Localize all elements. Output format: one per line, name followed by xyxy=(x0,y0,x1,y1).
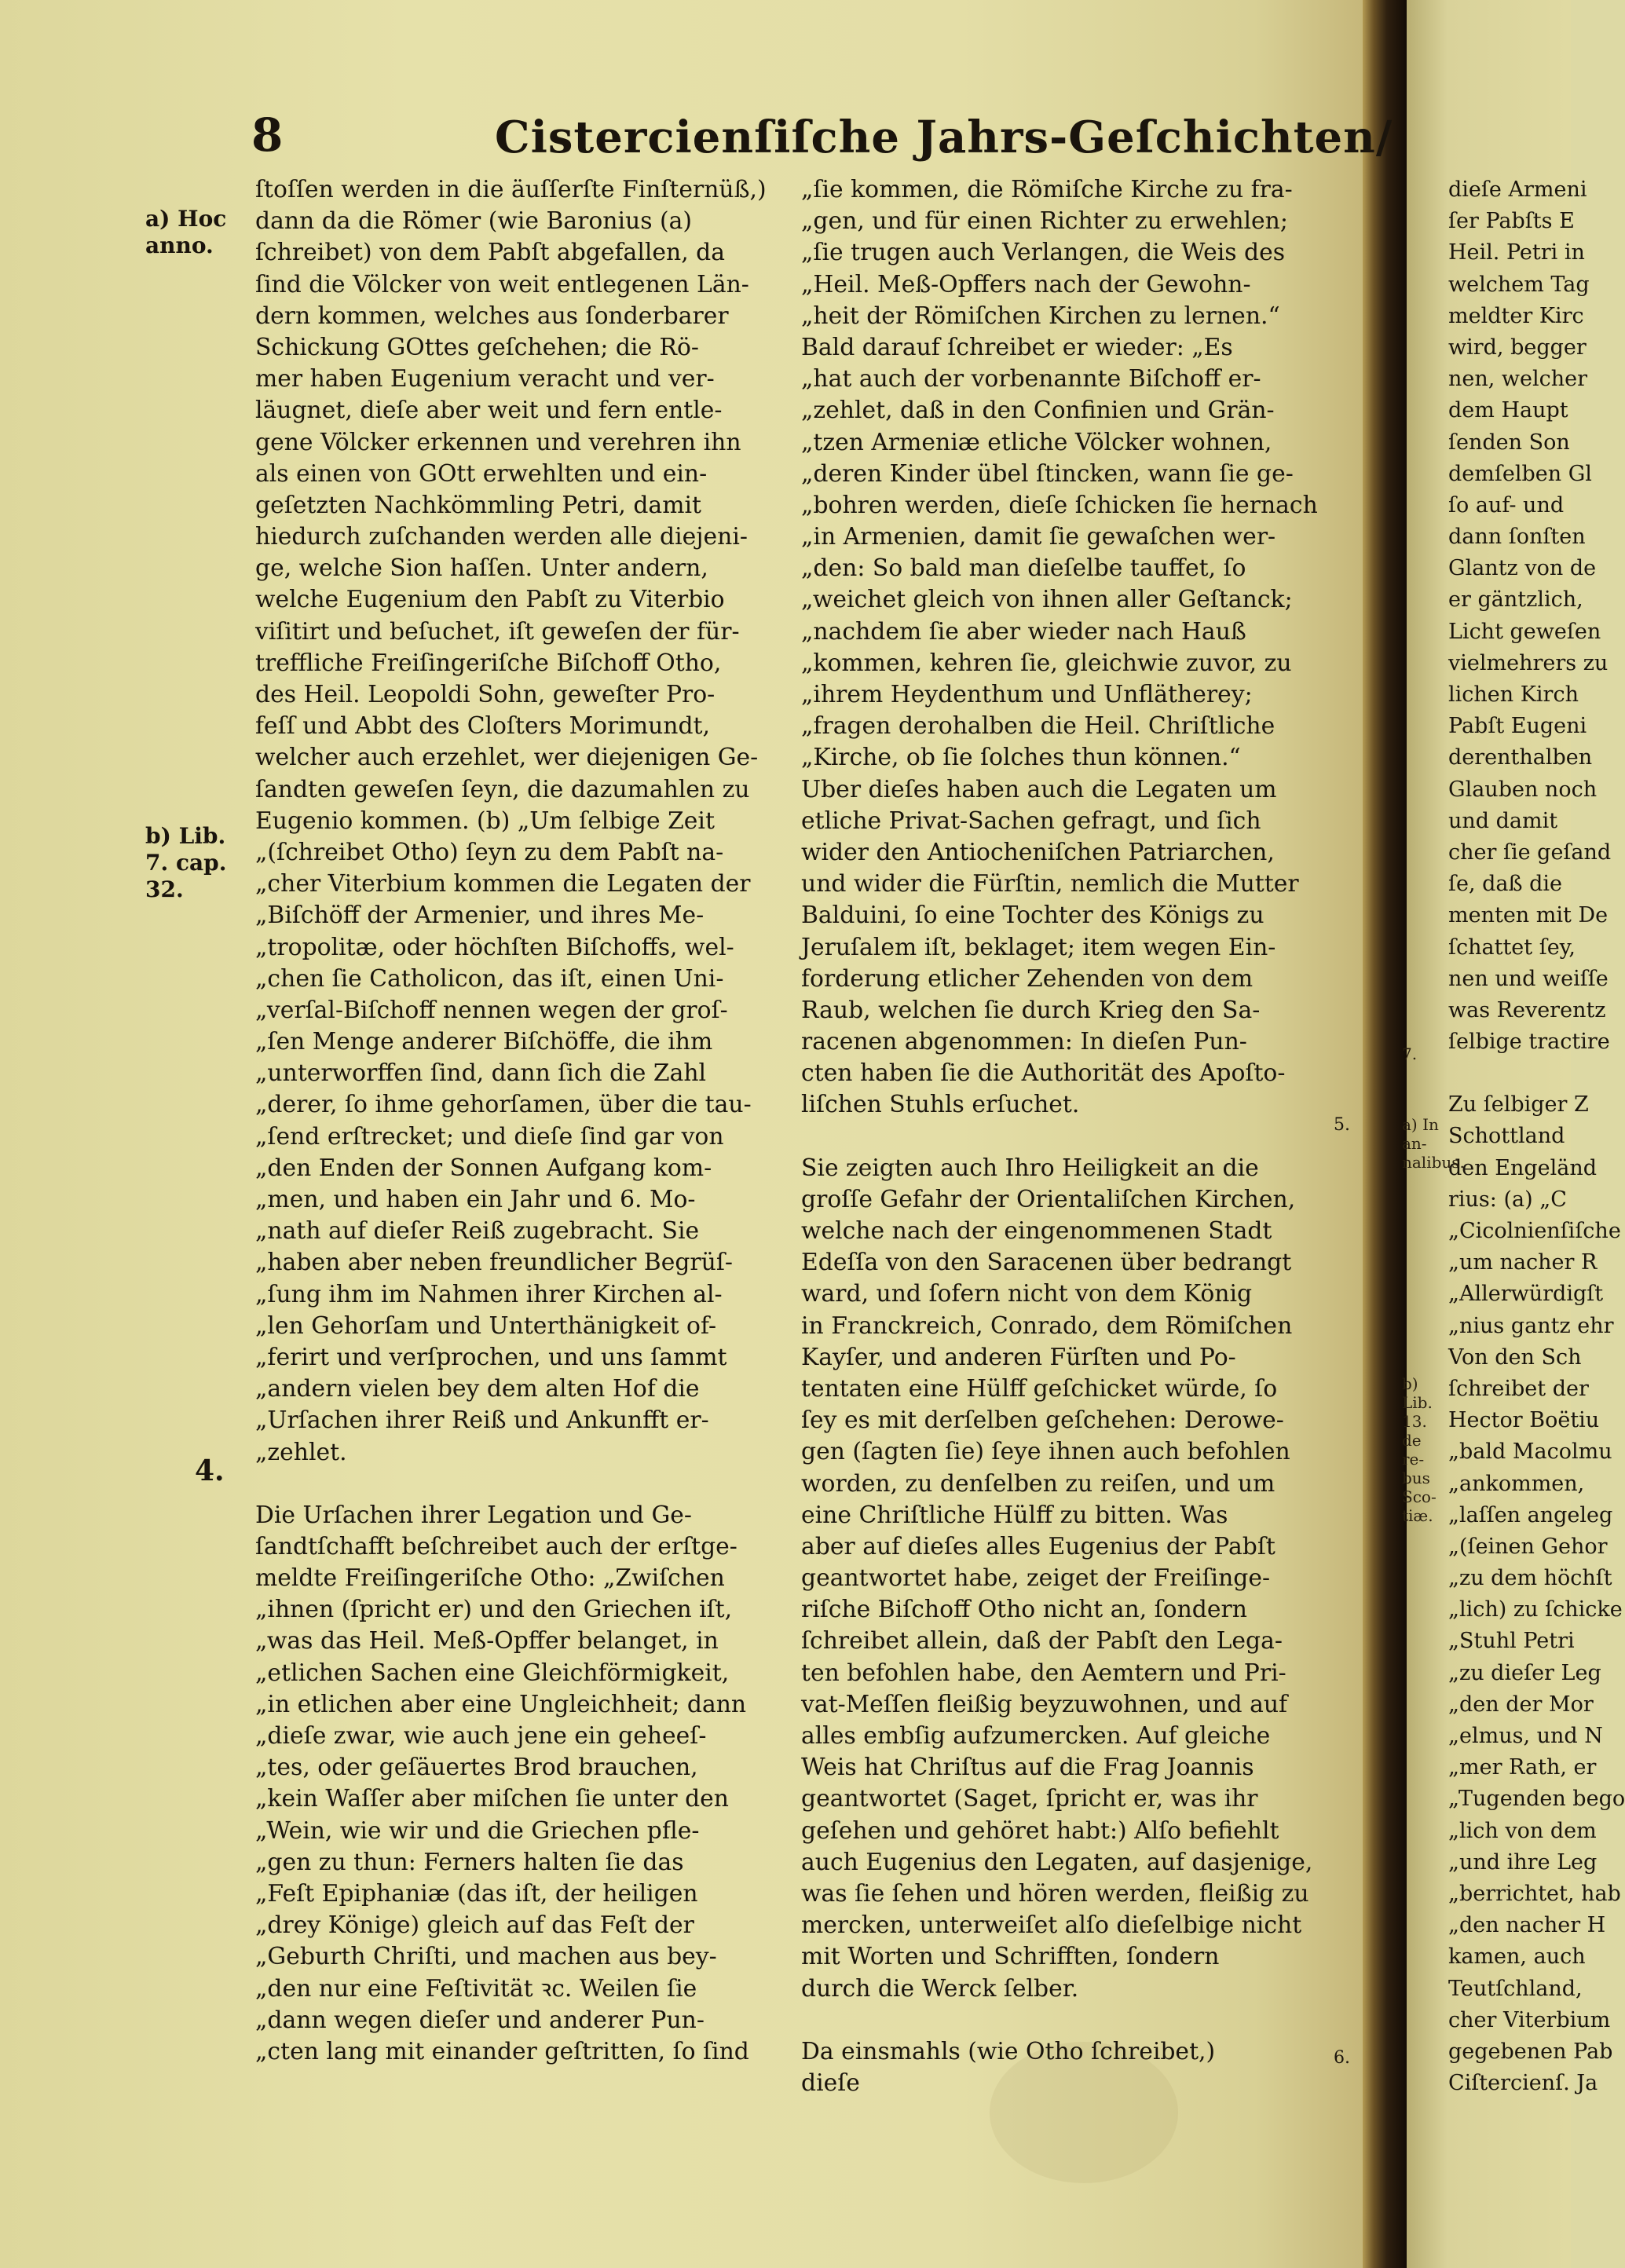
text-line: „men, und haben ein Jahr und 6. Mo- xyxy=(255,1186,696,1213)
text-line: groſſe Gefahr der Orientaliſchen Kirchen, xyxy=(801,1185,1296,1213)
text-line: ſind die Völcker von weit entlegenen Län- xyxy=(255,270,749,298)
running-title: Cistercienſiſche Jahrs-Geſchichten/ xyxy=(495,112,1393,163)
text-line: cten haben ſie die Authorität des Apoſto- xyxy=(801,1059,1286,1088)
fragment-line: demſelben Gl xyxy=(1448,461,1592,486)
fragment-line: „Stuhl Petri xyxy=(1448,1629,1575,1654)
text-line: „dann wegen dieſer und anderer Pun- xyxy=(255,2006,705,2034)
text-line: „ſen Menge anderer Biſchöffe, die ihm xyxy=(255,1028,713,1056)
fragment-line: „lich von dem xyxy=(1448,1818,1597,1843)
fragment-line: meldter Kirc xyxy=(1448,303,1584,328)
fragment-line: er gäntzlich, xyxy=(1448,587,1583,613)
fragment-line: Schottland xyxy=(1448,1124,1565,1149)
text-line: Raub, welchen ſie durch Krieg den Sa- xyxy=(801,996,1261,1024)
text-line: als einen von GOtt erwehlten und ein- xyxy=(255,459,708,488)
text-line: „haben aber neben freundlicher Begrüſ- xyxy=(255,1249,733,1277)
text-line: „Heil. Meß-Opffers nach der Gewohn- xyxy=(801,270,1251,298)
fragment-line: Ciſtercienſ. Ja xyxy=(1448,2071,1598,2096)
book-gutter xyxy=(1363,0,1407,2268)
fragment-line: nen und weiſſe xyxy=(1448,966,1609,991)
fragment-line: „um nacher R xyxy=(1448,1250,1598,1275)
fragment-line: ſer Pabſts E xyxy=(1448,209,1575,234)
text-line: in Franckreich, Conrado, dem Römiſchen xyxy=(801,1311,1293,1340)
text-line: „zehlet, daß in den Confinien und Grän- xyxy=(801,397,1275,425)
text-line: Eugenio kommen. (b) „Um ſelbige Zeit xyxy=(255,807,715,835)
text-line: forderung etlicher Zehenden von dem xyxy=(801,964,1254,993)
text-line: geſehen und gehöret habt:) Alſo befiehlt xyxy=(801,1816,1279,1845)
fragment-line: „ankommen, xyxy=(1448,1471,1585,1496)
fragment-line: Hector Boëtiu xyxy=(1448,1408,1600,1433)
fragment-line: cher Viterbium xyxy=(1448,2007,1611,2032)
text-line: Balduini, ſo eine Tochter des Königs zu xyxy=(801,902,1264,930)
text-line: viſitirt und beſuchet, iſt geweſen der für- xyxy=(255,617,740,646)
text-line: läugnet, dieſe aber weit und fern entle- xyxy=(255,397,723,425)
text-line: ſandten geweſen ſeyn, die dazumahlen zu xyxy=(255,775,750,803)
text-column-right xyxy=(801,174,1319,2099)
text-line: „nachdem ſie aber wieder nach Hauß xyxy=(801,617,1246,646)
text-line: „ſie kommen, die Römiſche Kirche zu fra- xyxy=(801,176,1293,203)
fragment-line: welchem Tag xyxy=(1448,272,1590,297)
text-line: „was das Heil. Meß-Opffer belanget, in xyxy=(255,1627,719,1655)
text-line: ward, und ſofern nicht von dem König xyxy=(801,1280,1253,1308)
text-line: treffliche Freiſingeriſche Biſchoff Otho, xyxy=(255,649,722,677)
text-line: eine Chriſtliche Hülff zu bitten. Was xyxy=(801,1501,1228,1529)
text-line: „Feſt Epiphaniæ (das iſt, der heiligen xyxy=(255,1879,698,1908)
text-line: ſey es mit derſelben geſchehen: Derowe- xyxy=(801,1407,1284,1435)
text-line: mit Worten und Schrifften, ſondern xyxy=(801,1943,1220,1971)
fragment-line: „den nacher H xyxy=(1448,1913,1606,1938)
text-line: „gen, und für einen Richter zu erwehlen; xyxy=(801,207,1288,236)
text-line: geantwortet (Saget, ſpricht er, was ihr xyxy=(801,1785,1258,1813)
page-number: 8 xyxy=(251,108,284,162)
text-line: „heit der Römiſchen Kirchen zu lernen.“ xyxy=(801,302,1280,330)
margin-note-b: b) Lib. 7. cap. 32. xyxy=(145,823,227,902)
text-line: „chen ſie Catholicon, das iſt, einen Uni- xyxy=(255,964,724,993)
text-line: „Urſachen ihrer Reiß und Ankunfft er- xyxy=(255,1407,709,1435)
text-line: „ferirt und verſprochen, und uns ſammt xyxy=(255,1343,727,1371)
text-line: geſetzten Nachkömmling Petri, damit xyxy=(255,491,701,519)
text-line: dieſe xyxy=(801,2069,860,2097)
text-line: durch die Werck ſelber. xyxy=(801,1974,1079,2003)
fragment-line: den Engeländ xyxy=(1448,1155,1597,1180)
text-line: hiedurch zuſchanden werden alle diejeni- xyxy=(255,523,748,551)
text-line: „cher Viterbium kommen die Legaten der xyxy=(255,870,751,898)
fragment-line: „(ſeinen Gehor xyxy=(1448,1534,1608,1559)
text-line: Sie zeigten auch Ihro Heiligkeit an die xyxy=(801,1154,1259,1182)
text-line: worden, zu denſelben zu reiſen, und um xyxy=(801,1469,1275,1498)
text-line: und wider die Fürſtin, nemlich die Mutter xyxy=(801,870,1299,898)
fragment-line: dem Haupt xyxy=(1448,398,1568,423)
text-line: Die Urſachen ihrer Legation und Ge- xyxy=(255,1501,692,1529)
text-line xyxy=(255,1469,774,1500)
text-line: „tzen Armeniæ etliche Völcker wohnen, xyxy=(801,428,1272,456)
text-line: liſchen Stuhls erſuchet. xyxy=(801,1091,1080,1119)
text-line: racenen abgenommen: In dieſen Pun- xyxy=(801,1028,1247,1056)
section-number-5: 5. xyxy=(1334,1115,1350,1135)
text-line: des Heil. Leopoldi Sohn, geweſter Pro- xyxy=(255,681,716,708)
fragment-line: „den der Mor xyxy=(1448,1692,1594,1717)
text-line: „Kirche, ob ſie ſolches thun können.“ xyxy=(801,744,1241,772)
text-line: „weichet gleich von ihnen aller Geſtanck; xyxy=(801,586,1293,614)
text-line: „ſend erſtrecket; und dieſe ſind gar von xyxy=(255,1122,724,1150)
text-line: alles embſig aufzumercken. Auf gleiche xyxy=(801,1722,1271,1750)
text-line: vat-Meſſen fleißig beyzuwohnen, und auf xyxy=(801,1690,1288,1718)
page-header xyxy=(251,108,1393,174)
text-line: „fragen derohalben die Heil. Chriſtliche xyxy=(801,712,1275,741)
text-line: Edeſſa von den Saracenen über bedrangt xyxy=(801,1249,1292,1277)
text-line: geantwortet habe, zeiget der Freiſinge- xyxy=(801,1564,1271,1593)
fragment-line: was Reverentz xyxy=(1448,997,1606,1022)
fragment-line: ſchreibet der xyxy=(1448,1376,1589,1401)
text-column-left xyxy=(255,174,774,2068)
text-line: „kommen, kehren ſie, gleichwie zuvor, zu xyxy=(801,649,1292,677)
fragment-line: „zu dieſer Leg xyxy=(1448,1660,1601,1685)
text-line: „in etlichen aber eine Ungleichheit; dann xyxy=(255,1690,747,1718)
text-line: Uber dieſes haben auch die Legaten um xyxy=(801,775,1277,803)
text-line: ſandtſchafft beſchreibet auch der erſtge- xyxy=(255,1532,737,1560)
text-line: riſche Biſchoff Otho nicht an, ſondern xyxy=(801,1596,1247,1624)
text-line: mercken, unterweiſet alſo dieſelbige nicht xyxy=(801,1911,1302,1940)
text-line: „drey Könige) gleich auf das Feſt der xyxy=(255,1911,694,1940)
fragment-line: Licht geweſen xyxy=(1448,619,1601,644)
text-line: „gen zu thun: Ferners halten ſie das xyxy=(255,1848,684,1876)
fragment-line: „berrichtet, hab xyxy=(1448,1881,1621,1906)
fragment-line: derenthalben xyxy=(1448,745,1593,770)
text-line: welcher auch erzehlet, wer diejenigen Ge- xyxy=(255,744,759,772)
text-line: „verſal-Biſchoff nennen wegen der groſ- xyxy=(255,996,728,1024)
text-line: Da einsmahls (wie Otho ſchreibet,) xyxy=(801,2037,1216,2065)
text-line: „den: So bald man dieſelbe tauffet, ſo xyxy=(801,554,1246,583)
fragment-line: Pabſt Eugeni xyxy=(1448,714,1587,739)
text-line: „in Armenien, damit ſie gewaſchen wer- xyxy=(801,523,1276,551)
text-line: wider den Antiocheniſchen Patriarchen, xyxy=(801,838,1275,866)
fragment-line: wird, begger xyxy=(1448,335,1587,360)
fragment-line: Teutſchland, xyxy=(1448,1976,1583,2001)
text-line: Kayſer, und anderen Fürſten und Po- xyxy=(801,1343,1236,1371)
fragment-line: und damit xyxy=(1448,808,1558,833)
right-page-note-7: 7. xyxy=(1402,1044,1418,1063)
text-line: „tes, oder geſäuertes Brod brauchen, xyxy=(255,1754,698,1782)
text-line: Jeruſalem iſt, beklaget; item wegen Ein- xyxy=(801,933,1276,961)
fragment-line: „lich) zu ſchicke xyxy=(1448,1597,1623,1622)
section-number-6: 6. xyxy=(1334,2048,1350,2068)
text-line: welche nach der eingenommenen Stadt xyxy=(801,1217,1272,1245)
text-line: „Wein, wie wir und die Griechen pfle- xyxy=(255,1816,700,1845)
fragment-line: ſenden Son xyxy=(1448,430,1570,455)
fragment-line: lichen Kirch xyxy=(1448,682,1579,707)
text-line: „unterworffen ſind, dann ſich die Zahl xyxy=(255,1059,707,1088)
fragment-line: „Tugenden bego xyxy=(1448,1787,1625,1812)
text-line: „ſie trugen auch Verlangen, die Weis des xyxy=(801,239,1286,267)
text-line: mer haben Eugenium veracht und ver- xyxy=(255,365,715,393)
fragment-line: „und ihre Leg xyxy=(1448,1849,1598,1875)
fragment-line: „mer Rath, er xyxy=(1448,1755,1597,1780)
text-line: „Geburth Chriſti, und machen aus bey- xyxy=(255,1943,717,1971)
text-line: „den nur eine Feſtivität ꝛc. Weilen ſie xyxy=(255,1974,697,2003)
text-line: feſſ und Abbt des Cloſters Morimundt, xyxy=(255,712,710,741)
margin-note-a: a) Hoc anno. xyxy=(145,206,227,258)
text-line: „bohren werden, dieſe ſchicken ſie hernach xyxy=(801,491,1318,519)
right-page-note-b: b) Lib. 13. de re- bus Sco- tiæ. xyxy=(1402,1374,1437,1525)
fragment-line: „Cicolnienſiſche xyxy=(1448,1219,1621,1243)
text-line: „andern vielen bey dem alten Hof die xyxy=(255,1375,700,1403)
text-line: „etlichen Sachen eine Gleichförmigkeit, xyxy=(255,1659,730,1687)
fragment-line: menten mit De xyxy=(1448,903,1609,928)
text-line: „ihrem Heydenthum und Unflätherey; xyxy=(801,681,1253,708)
text-line: „zehlet. xyxy=(255,1438,347,1466)
fragment-line: „Allerwürdigſt xyxy=(1448,1282,1604,1307)
fragment-line: „laſſen angeleg xyxy=(1448,1502,1613,1527)
fragment-line: „zu dem höchſt xyxy=(1448,1566,1612,1591)
text-line: „deren Kinder übel ſtincken, wann ſie ge- xyxy=(801,459,1294,488)
text-line: ſchreibet) von dem Pabſt abgefallen, da xyxy=(255,239,725,267)
text-line: „tropolitæ, oder höchſten Biſchoffs, wel- xyxy=(255,933,734,961)
text-line: dann da die Römer (wie Baronius (a) xyxy=(255,207,692,236)
text-line: „ſung ihm im Nahmen ihrer Kirchen al- xyxy=(255,1280,723,1308)
text-line: „len Gehorſam und Unterthänigkeit of- xyxy=(255,1311,717,1340)
fragment-line: ſelbige tractire xyxy=(1448,1030,1610,1055)
text-line: ten befohlen habe, den Aemtern und Pri- xyxy=(801,1659,1286,1687)
text-line: ſchreibet allein, daß der Pabſt den Lega- xyxy=(801,1627,1283,1655)
fragment-line: kamen, auch xyxy=(1448,1944,1586,1970)
text-line: „nath auf dieſer Reiß zugebracht. Sie xyxy=(255,1217,700,1246)
text-line: „den Enden der Sonnen Aufgang kom- xyxy=(255,1154,712,1182)
text-line: auch Eugenius den Legaten, auf dasjenige, xyxy=(801,1848,1313,1876)
text-line: „derer, ſo ihme gehorſamen, über die tau- xyxy=(255,1091,752,1119)
section-number-4: 4. xyxy=(195,1454,225,1487)
fragment-line: Glantz von de xyxy=(1448,556,1597,581)
text-line: ſtoſſen werden in die äuſſerſte Finſternüß,) xyxy=(255,176,767,203)
fragment-line: Von den Sch xyxy=(1448,1344,1582,1370)
text-line: Schickung GOttes geſchehen; die Rö- xyxy=(255,333,699,361)
fragment-line: Glauben noch xyxy=(1448,777,1598,802)
text-line xyxy=(801,1121,1319,1153)
fragment-line: dann ſonſten xyxy=(1448,525,1586,550)
fragment-line: gegebenen Pab xyxy=(1448,2039,1613,2064)
fragment-line: vielmehrers zu xyxy=(1448,650,1609,675)
text-line: tentaten eine Hülff geſchicket würde, ſo xyxy=(801,1374,1278,1403)
text-line: „kein Waſſer aber miſchen ſie unter den xyxy=(255,1785,729,1813)
text-line: Bald darauf ſchreibet er wieder: „Es xyxy=(801,333,1233,361)
fragment-line: ſe, daß die xyxy=(1448,872,1563,897)
text-line: Weis hat Chriſtus auf die Frag Joannis xyxy=(801,1754,1254,1782)
text-line: „(ſchreibet Otho) ſeyn zu dem Pabſt na- xyxy=(255,838,724,866)
text-line: aber auf dieſes alles Eugenius der Pabſt xyxy=(801,1532,1275,1560)
text-line: „ihnen (ſpricht er) und den Griechen iſt, xyxy=(255,1596,733,1624)
fragment-line: rius: (a) „C xyxy=(1448,1187,1567,1212)
fragment-line: cher ſie geſand xyxy=(1448,840,1612,865)
fragment-line xyxy=(1448,1058,1582,1089)
text-line: was ſie ſehen und hören werden, fleißig zu xyxy=(801,1879,1309,1908)
text-line: dern kommen, welches aus ſonderbarer xyxy=(255,302,729,330)
text-line: „dieſe zwar, wie auch jene ein geheeſ- xyxy=(255,1722,707,1750)
text-line: gen (ſagten ſie) ſeye ihnen auch befohlen xyxy=(801,1438,1290,1466)
fragment-line: „elmus, und N xyxy=(1448,1724,1603,1748)
text-line xyxy=(801,2005,1319,2036)
right-page-text-fragments xyxy=(1448,174,1625,2099)
fragment-line: „nius gantz ehr xyxy=(1448,1313,1614,1338)
text-line: „Biſchöff der Armenier, und ihres Me- xyxy=(255,902,705,930)
text-line: meldte Freiſingeriſche Otho: „Zwiſchen xyxy=(255,1564,725,1593)
fragment-line: ſchattet ſey, xyxy=(1448,935,1576,960)
text-line: ge, welche Sion haſſen. Unter andern, xyxy=(255,554,708,583)
fragment-line: Heil. Petri in xyxy=(1448,240,1585,265)
fragment-line: nen, welcher xyxy=(1448,367,1588,392)
text-line: „cten lang mit einander geſtritten, ſo ſind xyxy=(255,2037,749,2065)
text-line: „hat auch der vorbenannte Biſchoff er- xyxy=(801,365,1261,393)
fragment-line: ſo auf- und xyxy=(1448,492,1565,518)
fragment-line: dieſe Armeni xyxy=(1448,177,1587,202)
fragment-line: „bald Macolmu xyxy=(1448,1439,1612,1465)
text-line: welche Eugenium den Pabſt zu Viterbio xyxy=(255,586,725,614)
text-line: etliche Privat-Sachen gefragt, und ſich xyxy=(801,807,1261,835)
right-page-note-a: a) In an- nalibus. xyxy=(1402,1115,1465,1172)
text-line: gene Völcker erkennen und verehren ihn xyxy=(255,428,741,456)
fragment-line: Zu ſelbiger Z xyxy=(1448,1092,1589,1118)
